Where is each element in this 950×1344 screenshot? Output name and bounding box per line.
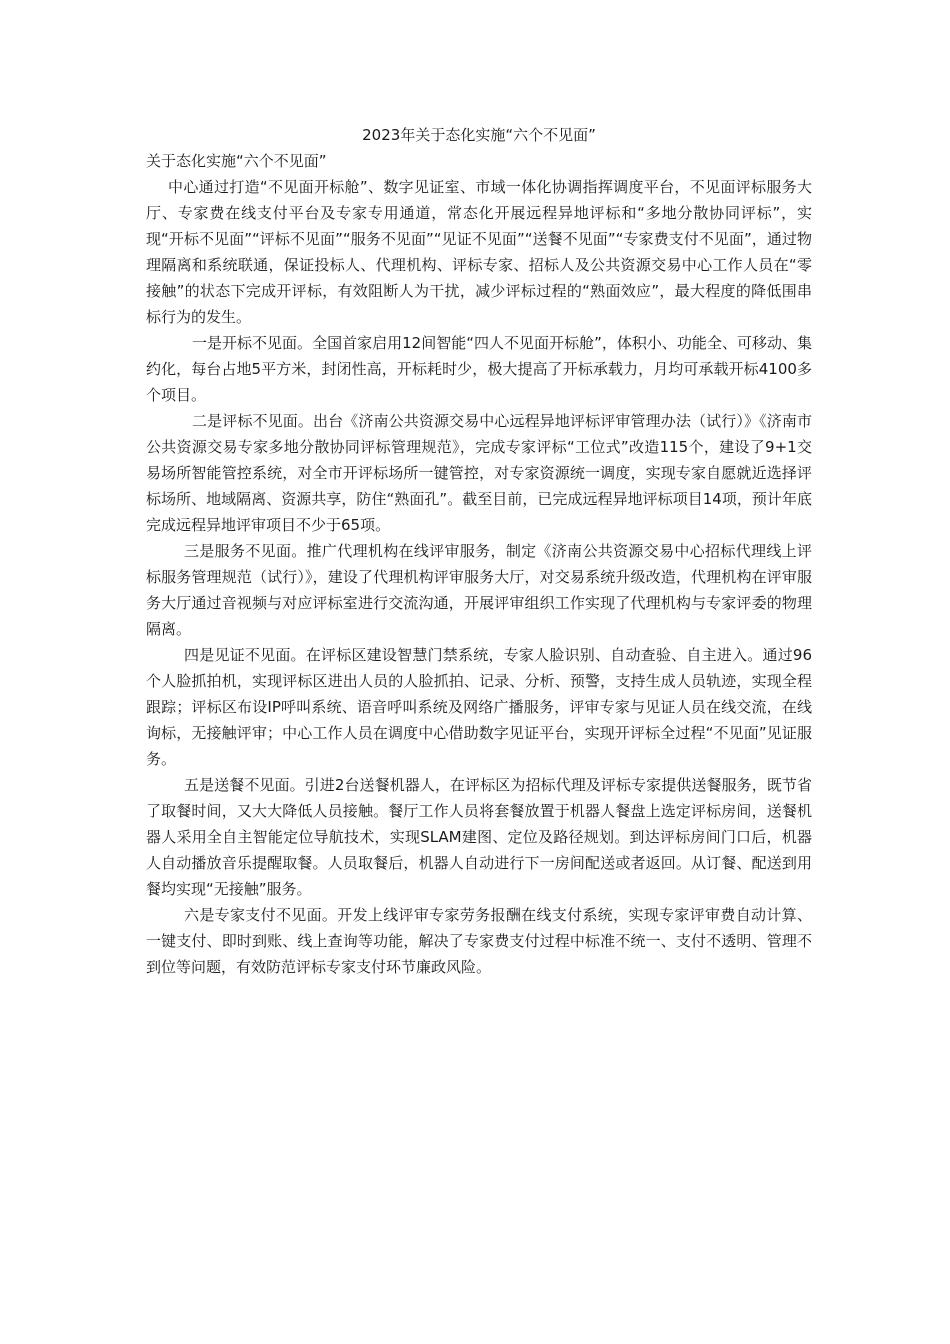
intro-paragraph: 中心通过打造“不见面开标舱”、数字见证室、市域一体化协调指挥调度平台，不见面评标服务大厅、专家费在线支付平台及专家专用通道，常态化开展远程异地评标和“多地分散协同评标”，实现“开标不见面”“评标不见面”“服务不见面”“见证不见面”“送餐不见面”“专家费支付不见面”，通过物理隔离和系统联通，保证投标人、代理机构、评标专家、招标人及公共资源交易中心工作人员在“零接触”的状态下完成开评标，有效阻断人为干扰，减少评标过程的“熟面效应”，最大程度的降低围串标行为的发生。 [146, 178, 812, 326]
paragraph-expert-payment: 六是专家支付不见面。开发上线评审专家劳务报酬在线支付系统，实现专家评审费自动计算、一键支付、即时到账、线上查询等功能，解决了专家费支付过程中标准不统一、支付不透明、管理不到位等问题，有效防范评标专家支付环节廉政风险。 [146, 906, 812, 976]
document-title: 2023年关于态化实施“六个不见面” [362, 126, 596, 144]
document-body [146, 122, 812, 980]
paragraph-witness: 四是见证不见面。在评标区建设智慧门禁系统，专家人脸识别、自动查验、自主进入。通过96个人脸抓拍机，实现评标区进出人员的人脸抓拍、记录、分析、预警，支持生成人员轨迹，实现全程跟踪；评标区布设IP呼叫系统、语音呼叫系统及网络广播服务，评审专家与见证人员在线交流，在线询标，无接触评审；中心工作人员在调度中心借助数字见证平台，实现开评标全过程“不见面”见证服务。 [146, 646, 812, 768]
paragraph-meal-delivery: 五是送餐不见面。引进2台送餐机器人，在评标区为招标代理及评标专家提供送餐服务，既节省了取餐时间，又大大降低人员接触。餐厅工作人员将套餐放置于机器人餐盘上选定评标房间，送餐机器人采用全自主智能定位导航技术，实现SLAM建图、定位及路径规划。到达评标房间门口后，机器人自动播放音乐提醒取餐。人员取餐后，机器人自动进行下一房间配送或者返回。从订餐、配送到用餐均实现“无接触”服务。 [146, 776, 812, 898]
document-subtitle: 关于态化实施“六个不见面” [146, 152, 327, 170]
paragraph-service: 三是服务不见面。推广代理机构在线评审服务，制定《济南公共资源交易中心招标代理线上评标服务管理规范（试行）》，建设了代理机构评审服务大厅，对交易系统升级改造，代理机构在评审服务大厅通过音视频与对应评标室进行交流沟通，开展评审组织工作实现了代理机构与专家评委的物理隔离。 [146, 542, 812, 638]
paragraph-opening: 一是开标不见面。全国首家启用12间智能“四人不见面开标舱”，体积小、功能全、可移动、集约化，每台占地5平方米，封闭性高，开标耗时少，极大提高了开标承载力，月均可承载开标4100多个项目。 [146, 334, 812, 404]
paragraph-evaluation: 二是评标不见面。出台《济南公共资源交易中心远程异地评标评审管理办法（试行）》《济南市公共资源交易专家多地分散协同评标管理规范》，完成专家评标“工位式”改造115个，建设了9+1交易场所智能管控系统，对全市开评标场所一键管控，对专家资源统一调度，实现专家自愿就近选择评标场所、地域隔离、资源共享，防住“熟面孔”。截至目前，已完成远程异地评标项目14项，预计年底完成远程异地评审项目不少于65项。 [146, 412, 812, 534]
